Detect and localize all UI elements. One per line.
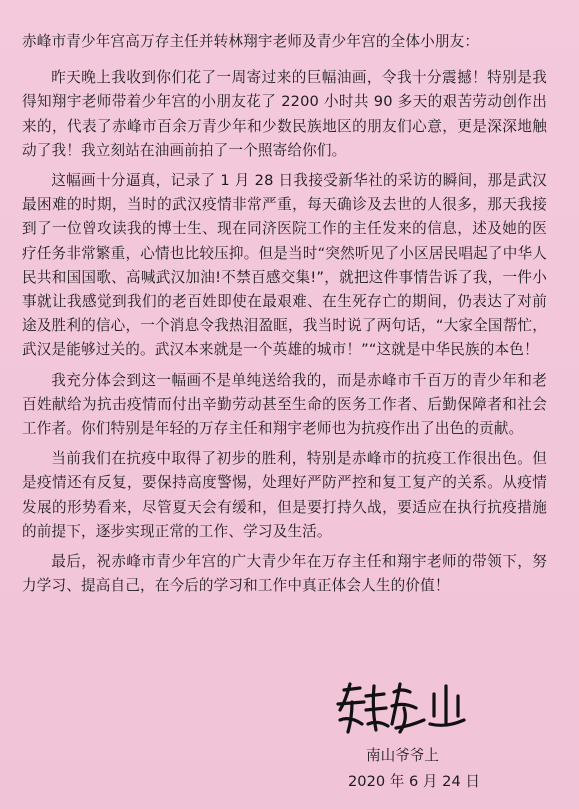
signer-name: 南山爷爷上: [366, 747, 439, 764]
paragraph-3: 我充分体会到这一幅画不是单纯送给我的，而是赤峰市千百万的青少年和老百姓献给为抗击疫情而付出辛勤劳动甚至生命的医务工作者、后勤保障者和社会工作者。你们特别是年轻的万存主任和翔宇老师也为抗疫作出了出色的贡献。: [22, 371, 547, 438]
paragraph-1: 昨天晚上我收到你们花了一周寄过来的巨幅油画，令我十分震撼！特别是我得知翔宇老师带着少年宫的小朋友花了 2200 小时共 90 多天的艰苦劳动创作出来的，代表了赤峰市百余万青少年和少数民族地区的朋友们心意，更是深深地触动了我！我立刻站在油画前拍了一个照寄给你们。: [22, 69, 547, 159]
salutation: 赤峰市青少年宫高万存主任并转林翔宇老师及青少年宫的全体小朋友：: [22, 33, 480, 50]
paragraph-5: 最后，祝赤峰市青少年宫的广大青少年在万存主任和翔宇老师的带领下，努力学习、提高自己，在今后的学习和工作中真正体会人生的价值！: [22, 553, 547, 595]
letter-date: 2020 年 6 月 24 日: [348, 773, 480, 790]
handwritten-signature: [330, 680, 470, 738]
paragraph-2: 这幅画十分逼真，记录了 1 月 28 日我接受新华社的采访的瞬间，那是武汉最困难的时期，当时的武汉疫情非常严重，每天确诊及去世的人很多，那天我接到了一位曾攻读我的博士生、现在同济医院工作的主任发来的信息，述及她的医疗任务非常繁重，心情也比较压抑。但是当时“突然听见了小区居民唱起了中华人民共和国国歌、高喊武汉加油!不禁百感交集!”，就把这件事情告诉了我，一件小事就让我感觉到我们的老百姓即使在最艰难、在生死存亡的期间，仍表达了对前途及胜利的信心，一个消息令我热泪盈眶，我当时说了两句话，“大家全国帮忙，武汉是能够过关的。武汉本来就是一个英雄的城市！”“这就是中华民族的本色！: [22, 172, 547, 359]
letter-body: [22, 30, 547, 604]
signature-icon: [330, 680, 470, 738]
paragraph-4: 当前我们在抗疫中取得了初步的胜利，特别是赤峰市的抗疫工作很出色。但是疫情还有反复，要保持高度警惕，处理好严防严控和复工复产的关系。从疫情发展的形势看来，尽管夏天会有缓和，但是要打持久战，要适应在执行抗疫措施的前提下，逐步实现正常的工作、学习及生活。: [22, 450, 547, 540]
